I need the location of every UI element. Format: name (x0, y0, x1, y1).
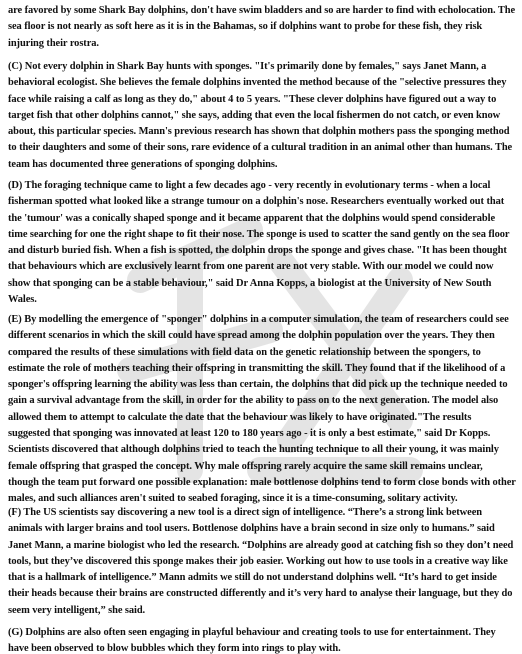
paragraph-g: (G) Dolphins are also often seen engaging in playful behaviour and creating tools to use for entertainment. They have been observed to blow bubbles which they form into rings to play with. (8, 627, 496, 654)
paragraph-c: (C) Not every dolphin in Shark Bay hunts with sponges. "It's primarily done by females," says Janet Mann, a behavioral ecologist. She believes the female dolphins invented the method because of the "selective pressures they face while raising a calf as long as they do," about 4 to 5 years. "These clever dolphins have figured out a way to target fish that other dolphins cannot," she says, adding that even the local fishermen do not catch, or even know about, this particular species. Mann's previous research has shown that dolphin mothers pass the sponging method to their daughters and some of their sons, rare evidence of a cultural tradition in an animal other than humans. The team has documented three generations of sponging dolphins. (8, 61, 513, 170)
paragraph-d: (D) The foraging technique came to light a few decades ago - very recently in evolutionary terms - when a local fisherman spotted what looked like a strange tumour on a dolphin's nose. Researchers eventually worked out that the 'tumour' was a conically shaped sponge and it became apparent that the dolphins would spend considerable time searching for one the right shape to fit their nose. The sponge is used to scatter the sand gently on the sea floor and disturb buried fish. When a fish is spotted, the dolphin drops the sponge and gives chase. "It has been thought that behaviours which are exclusively learnt from one parent are not very stable. With our model we could now show that sponging can be a stable behaviour," said Dr Anna Kopps, a biologist at the University of New South Wales. (8, 180, 510, 306)
paragraph-e: (E) By modelling the emergence of "sponger" dolphins in a computer simulation, the team of researchers could see different scenarios in which the skill could have spread among the dolphin population over the years. They then compared the results of these simulations with field data on the genetic relationship between the spongers, to estimate the role of mothers teaching their offspring in transmitting the skill. They found that if the likelihood of a sponger's offspring learning the ability was less than certain, the dolphins that did pick up the technique needed to gain a survival advantage from the skill, in order for the ability to pass on to the next generation. The model also allowed them to attempt to calculate the date that the behaviour was likely to have originated."The results suggested that sponging was innovated at least 120 to 180 years ago - it is only a best estimate," said Dr Kopps. Scientists discovered that although dolphins tried to teach the hunting technique to all their young, it was mainly female offspring that grasped the concept. Why male offspring rarely acquire the same skill remains unclear, though the team put forward one possible explanation: male bottlenose dolphins tend to form close bonds with other males, and such alliances aren't suited to seabed foraging, since it is a time-consuming, solitary activity. (8, 314, 516, 505)
paragraph-intro: are favored by some Shark Bay dolphins, don't have swim bladders and so are harder to find with echolocation. The sea floor is not nearly as soft here as it is in the Bahamas, so if dolphins want to probe for these fish, they risk injuring their rostra. (8, 5, 516, 49)
paragraph-f: (F) The US scientists say discovering a new tool is a direct sign of intelligence. “There’s a strong link between animals with larger brains and tool users. Bottlenose dolphins have a brain second in size only to humans.” said Janet Mann, a marine biologist who led the research. “Dolphins are already good at catching fish so they don’t need tools, but they’ve discovered this sponge makes their job easier. Working out how to use tools in a creative way like that is a hallmark of intelligence.” Mann admits we still do not understand dolphins well. “It’s hard to get inside their heads because their brains are constructed differently and it’s very hard to analyse their language, but they do seem very intelligent,” she said. (8, 507, 514, 616)
